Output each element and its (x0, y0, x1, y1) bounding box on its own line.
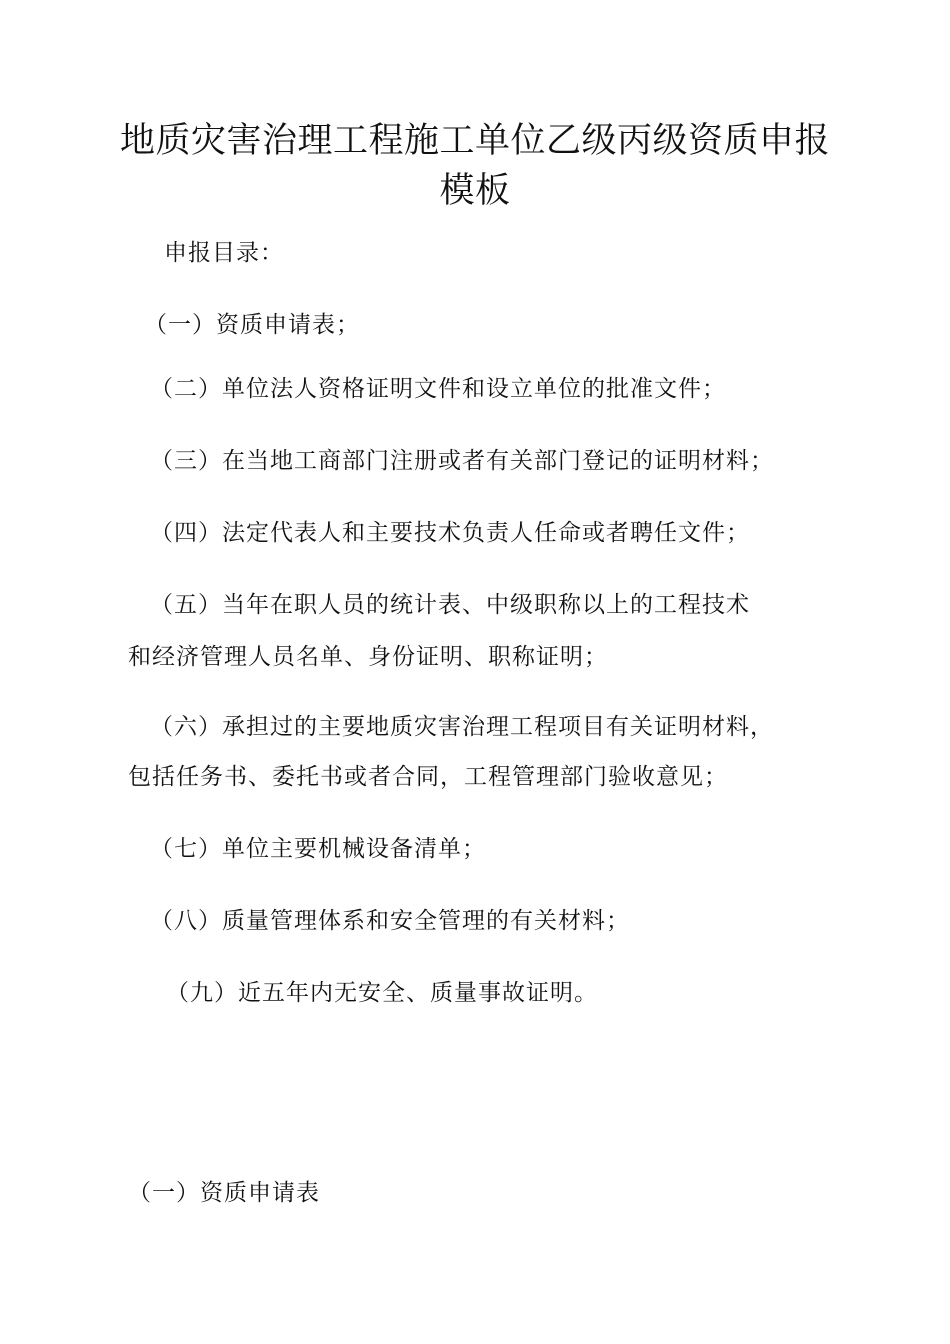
toc-item-1: （一）资质申请表； (144, 312, 360, 338)
section-heading: （一）资质申请表 (128, 1180, 320, 1206)
toc-item-2: （二）单位法人资格证明文件和设立单位的批准文件； (150, 376, 726, 402)
toc-item-4: （四）法定代表人和主要技术负责人任命或者聘任文件； (150, 520, 750, 546)
toc-item-9: （九）近五年内无安全、质量事故证明。 (166, 980, 598, 1006)
toc-item-6-line-1: （六）承担过的主要地质灾害治理工程项目有关证明材料， (150, 714, 774, 740)
toc-item-3: （三）在当地工商部门注册或者有关部门登记的证明材料； (150, 448, 774, 474)
toc-item-8: （八）质量管理体系和安全管理的有关材料； (150, 908, 630, 934)
toc-item-6-line-2: 包括任务书、委托书或者合同，工程管理部门验收意见； (128, 764, 728, 790)
toc-item-5-line-1: （五）当年在职人员的统计表、中级职称以上的工程技术 (150, 592, 750, 618)
toc-item-7: （七）单位主要机械设备清单； (150, 836, 486, 862)
document-title-line-2: 模板 (439, 171, 511, 211)
toc-heading: 申报目录： (164, 240, 284, 266)
document-title-line-1: 地质灾害治理工程施工单位乙级丙级资质申报 (119, 121, 830, 161)
toc-item-5-line-2: 和经济管理人员名单、身份证明、职称证明； (128, 644, 608, 670)
